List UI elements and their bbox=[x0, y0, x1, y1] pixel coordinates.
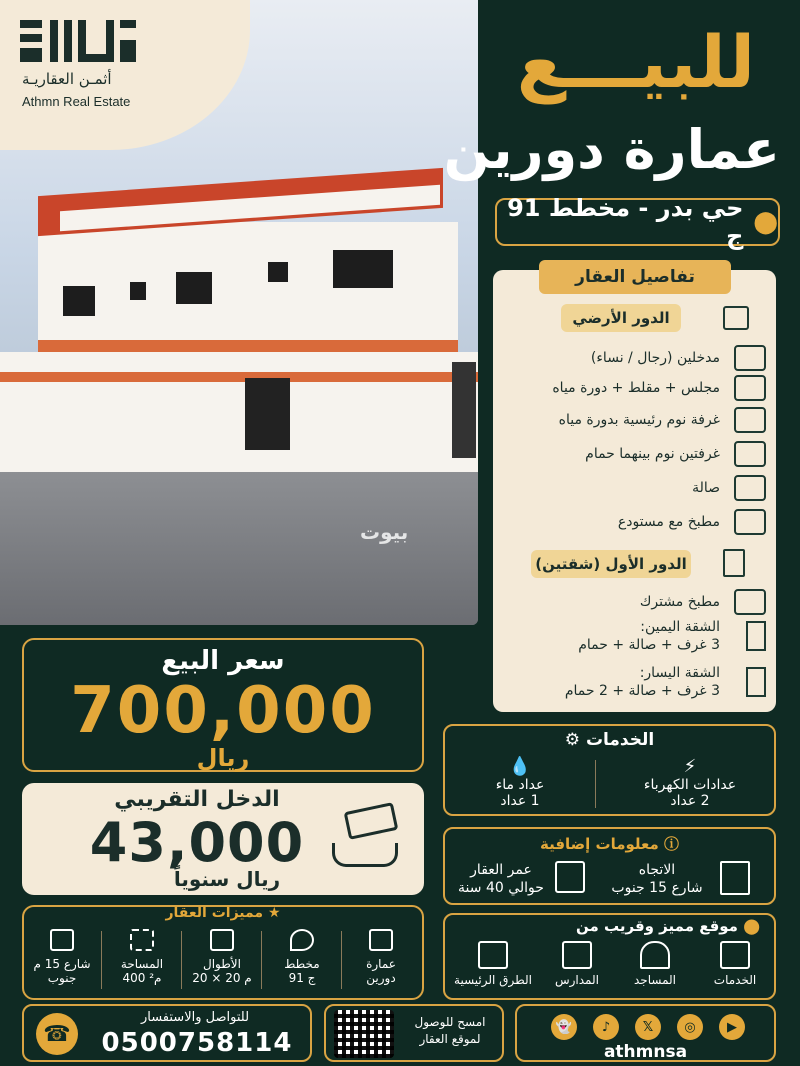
star-icon: ★ bbox=[267, 905, 281, 921]
extra-info-box bbox=[443, 827, 776, 905]
list-item: غرفة نوم رئيسية بدورة مياه bbox=[503, 406, 766, 434]
details-title: تفاصيل العقار bbox=[539, 260, 731, 294]
location-text: حي بدر - مخطط 91 ج bbox=[507, 194, 744, 250]
first-floor-title: الدور الأول (شقتين) bbox=[531, 550, 691, 578]
contact-label: للتواصل والاستفسار bbox=[140, 1010, 250, 1025]
income-box bbox=[22, 783, 424, 895]
list-item: مطبخ مع مستودع bbox=[503, 508, 766, 536]
x-icon[interactable]: 𝕏 bbox=[635, 1014, 661, 1040]
income-title: الدخل التقريبي bbox=[114, 787, 280, 812]
nearby-box bbox=[443, 913, 776, 1000]
sofa-icon bbox=[734, 375, 766, 401]
road-icon bbox=[720, 861, 750, 895]
direction-info: الاتجاه شارع 15 جنوب bbox=[611, 862, 703, 896]
feature-area: المساحة 400 م² bbox=[107, 929, 177, 985]
right-apartment-rooms: 3 غرف + صالة + حمام bbox=[578, 637, 720, 653]
kitchen-icon bbox=[734, 589, 766, 615]
property-details-card bbox=[493, 267, 776, 712]
money-hand-icon bbox=[332, 803, 402, 873]
nearby-services: الخدمات bbox=[706, 941, 764, 987]
phone-icon: ☎ bbox=[36, 1013, 78, 1055]
social-handle[interactable]: athmnsa bbox=[603, 1042, 688, 1062]
ground-floor-title: الدور الأرضي bbox=[561, 304, 681, 332]
feature-dimensions: الأطوال 20 × 20 م bbox=[187, 929, 257, 985]
school-icon bbox=[562, 941, 592, 969]
location-badge bbox=[495, 194, 780, 250]
income-value: 43,000 bbox=[89, 811, 305, 874]
logo-text-ar: أثمـن العقاريـة bbox=[22, 70, 112, 88]
side-door bbox=[452, 362, 476, 458]
snapchat-icon[interactable]: 👻 bbox=[551, 1014, 577, 1040]
map-pin-icon bbox=[290, 929, 314, 951]
riyal-symbol: ريال bbox=[196, 744, 250, 772]
window bbox=[268, 262, 288, 282]
kitchen-icon bbox=[734, 509, 766, 535]
bed-icon bbox=[734, 407, 766, 433]
feature-street: شارع 15 م جنوب bbox=[27, 929, 97, 985]
area-icon bbox=[130, 929, 154, 951]
building-band bbox=[38, 340, 458, 352]
ruler-icon bbox=[210, 929, 234, 951]
house-icon bbox=[723, 306, 749, 330]
features-title bbox=[24, 905, 422, 921]
window bbox=[130, 282, 146, 300]
electric-meters: ⚡ عدادات الكهرباء 2 عداد bbox=[643, 756, 737, 809]
bayut-watermark: بيوت bbox=[360, 520, 409, 544]
apartment-right bbox=[503, 616, 766, 656]
building-icon bbox=[369, 929, 393, 951]
price-box bbox=[22, 638, 424, 772]
price-value: 700,000 bbox=[70, 674, 376, 748]
map-pin-icon: ⬤ bbox=[743, 917, 760, 935]
contact-box[interactable] bbox=[22, 1004, 312, 1062]
services-title: الخدمات ⚙ bbox=[564, 730, 655, 750]
building-arch-band bbox=[0, 372, 478, 382]
building-heading: عمارة دورين bbox=[443, 118, 780, 181]
price-title: سعر البيع bbox=[161, 646, 285, 676]
extra-title: ⓘ معلومات إضافية bbox=[539, 835, 680, 853]
social-box bbox=[515, 1004, 776, 1062]
info-icon: ⓘ bbox=[664, 835, 680, 853]
building-lower-wall bbox=[0, 352, 478, 472]
age-info: عمر العقار حوالي 40 سنة bbox=[458, 862, 544, 896]
list-item: مطبخ مشترك bbox=[503, 588, 766, 616]
instagram-icon[interactable]: ◎ bbox=[677, 1014, 703, 1040]
logo-text-en: Athmn Real Estate bbox=[22, 94, 131, 109]
window bbox=[333, 250, 393, 288]
features-title-text: مميزات العقار bbox=[165, 905, 264, 921]
entrance-door bbox=[245, 378, 290, 450]
property-photo bbox=[0, 0, 478, 625]
road-icon bbox=[50, 929, 74, 951]
apartment-left bbox=[503, 662, 766, 702]
income-unit: ريال سنوياً bbox=[173, 867, 281, 891]
list-item: مدخلين (رجال / نساء) bbox=[503, 344, 766, 372]
feature-building: عمارة دورين bbox=[346, 929, 416, 985]
list-item: صالة bbox=[503, 474, 766, 502]
road-icon bbox=[478, 941, 508, 969]
window bbox=[63, 286, 95, 316]
tiktok-icon[interactable]: ♪ bbox=[593, 1014, 619, 1040]
building-icon bbox=[723, 549, 745, 577]
shop-icon bbox=[720, 941, 750, 969]
nearby-schools: المدارس bbox=[548, 941, 606, 987]
nearby-roads: الطرق الرئيسية bbox=[448, 941, 538, 987]
nearby-title: ⬤ موقع مميز وقريب من bbox=[575, 917, 760, 935]
street bbox=[0, 472, 478, 625]
nearby-mosques: المساجد bbox=[626, 941, 684, 987]
feature-plan: مخطط 91 ج bbox=[267, 929, 337, 985]
list-item: مجلس + مقلط + دورة مياه bbox=[503, 374, 766, 402]
water-drop-icon: 💧 bbox=[508, 756, 532, 777]
building-upper-wall bbox=[38, 222, 458, 352]
list-item: غرفتين نوم بينهما حمام bbox=[503, 440, 766, 468]
door-icon bbox=[746, 621, 766, 651]
sofa-icon bbox=[734, 475, 766, 501]
door-icon bbox=[734, 345, 766, 371]
water-meters: 💧 عداد ماء 1 عداد bbox=[495, 756, 545, 809]
qr-box[interactable] bbox=[324, 1004, 504, 1062]
map-pin-icon: ⬤ bbox=[753, 209, 778, 235]
sale-heading: للبيـــع bbox=[516, 20, 755, 104]
services-box bbox=[443, 724, 776, 816]
window bbox=[176, 272, 212, 304]
qr-code-icon[interactable] bbox=[334, 1010, 394, 1058]
logo-panel bbox=[0, 0, 250, 150]
features-box bbox=[22, 905, 424, 1000]
right-apartment-label: الشقة اليمين: bbox=[640, 619, 720, 635]
gear-icon: ⚙ bbox=[564, 730, 581, 750]
athmn-logo-icon bbox=[20, 20, 140, 62]
calendar-icon bbox=[555, 861, 585, 893]
lightning-icon: ⚡ bbox=[683, 756, 697, 777]
left-apartment-rooms: 3 غرف + صالة + 2 حمام bbox=[564, 683, 720, 699]
mosque-icon bbox=[640, 941, 670, 969]
qr-caption: امسح للوصول لموقع العقار bbox=[414, 1015, 486, 1046]
left-apartment-label: الشقة اليسار: bbox=[639, 665, 720, 681]
youtube-icon[interactable]: ▶ bbox=[719, 1014, 745, 1040]
door-icon bbox=[746, 667, 766, 697]
phone-number[interactable]: 0500758114 bbox=[101, 1028, 293, 1058]
bed-icon bbox=[734, 441, 766, 467]
